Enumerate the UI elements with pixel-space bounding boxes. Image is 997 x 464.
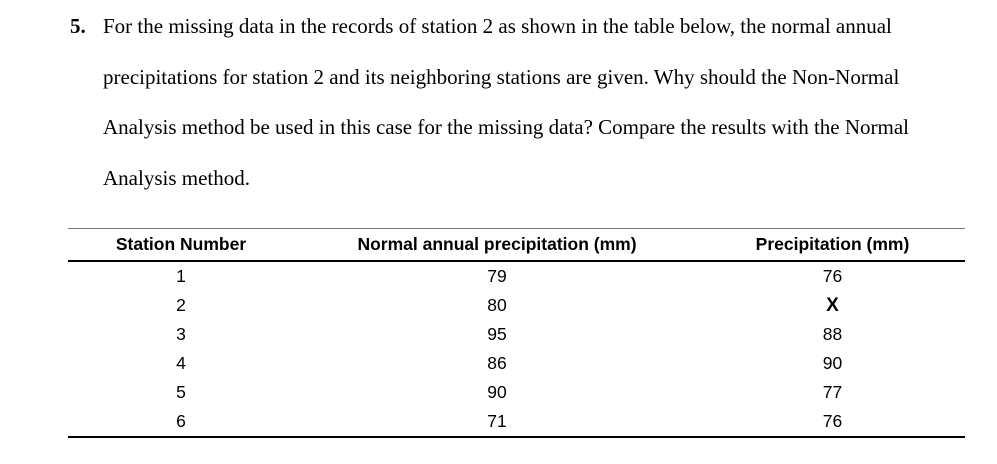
precipitation-cell: 90 bbox=[822, 353, 843, 373]
missing-precipitation-cell: X bbox=[826, 294, 839, 316]
table-row bbox=[68, 349, 965, 378]
station-number-cell: 2 bbox=[176, 295, 186, 315]
precipitation-cell: 88 bbox=[822, 324, 843, 344]
question-line-2 bbox=[70, 59, 950, 110]
question-text-line: For the missing data in the records of station 2 as shown in the table below, the normal annual bbox=[103, 14, 892, 38]
question-text-line: precipitations for station 2 and its neighboring stations are given. Why should the Non-Normal bbox=[103, 64, 900, 89]
normal-precipitation-cell: 86 bbox=[487, 353, 507, 373]
question-text-line: Analysis method. bbox=[103, 165, 250, 190]
station-number-cell: 3 bbox=[176, 324, 186, 344]
question-text-line: Analysis method be used in this case for the missing data? Compare the results with the Normal bbox=[103, 115, 909, 139]
normal-precipitation-cell: 79 bbox=[487, 266, 507, 286]
question-number: 5. bbox=[70, 14, 86, 38]
normal-precipitation-cell: 90 bbox=[487, 382, 507, 402]
table-row bbox=[68, 407, 965, 437]
question-block bbox=[70, 8, 950, 210]
normal-precipitation-cell: 95 bbox=[487, 324, 507, 344]
header-station-number: Station Number bbox=[68, 229, 294, 262]
precipitation-cell: 77 bbox=[822, 382, 843, 402]
table-row bbox=[68, 291, 965, 320]
normal-precipitation-cell: 80 bbox=[487, 295, 507, 315]
station-number-cell: 5 bbox=[176, 382, 186, 402]
header-precipitation: Precipitation (mm) bbox=[700, 229, 965, 262]
table-row bbox=[68, 261, 965, 291]
table-row bbox=[68, 378, 965, 407]
station-number-cell: 1 bbox=[176, 266, 186, 286]
header-normal-annual-precipitation: Normal annual precipitation (mm) bbox=[294, 229, 700, 262]
question-line-4 bbox=[70, 160, 950, 211]
question-line-3 bbox=[70, 109, 950, 160]
precipitation-cell: 76 bbox=[822, 411, 843, 431]
normal-precipitation-cell: 71 bbox=[487, 411, 507, 431]
table-header-row bbox=[68, 229, 965, 262]
precipitation-table bbox=[68, 228, 965, 438]
station-number-cell: 6 bbox=[176, 411, 186, 431]
station-number-cell: 4 bbox=[176, 353, 186, 373]
question-line-1 bbox=[70, 8, 950, 59]
precipitation-cell: 76 bbox=[822, 266, 843, 286]
table-row bbox=[68, 320, 965, 349]
